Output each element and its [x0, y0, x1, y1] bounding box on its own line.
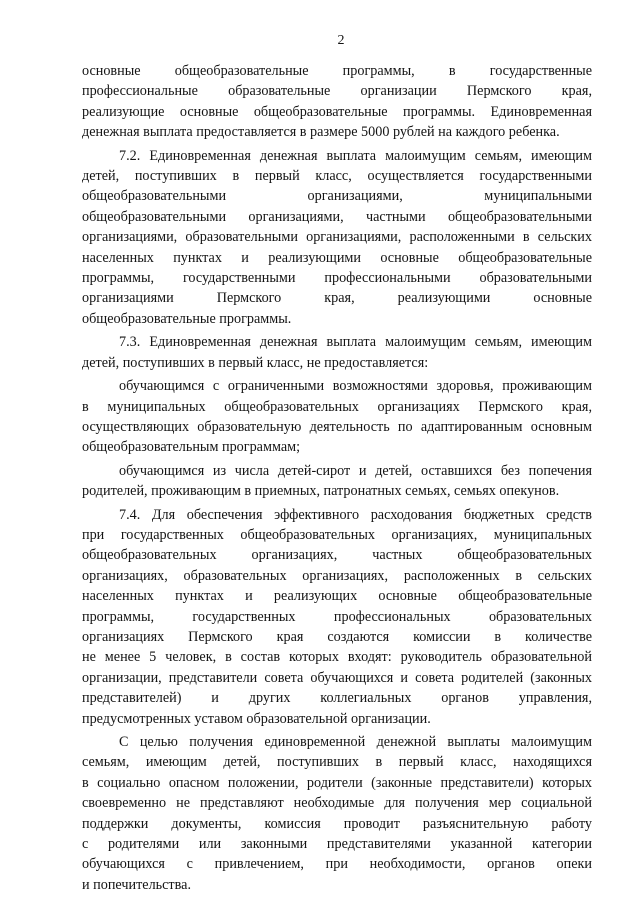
text-line: организации, представители совета обучающихся и совета родителей (законных	[82, 669, 592, 686]
text-line: 7.4. Для обеспечения эффективного расходования бюджетных средств	[119, 506, 592, 523]
text-line: детей, поступивших в первый класс, не предоставляется:	[82, 354, 429, 371]
text-line: общеобразовательным программам;	[82, 439, 301, 456]
text-line: реализующие основные общеобразовательные программы. Единовременная	[82, 103, 592, 120]
text-line: с родителями или законными представителями указанной категории	[82, 836, 592, 853]
text-line: в муниципальных общеобразовательных организациях Пермского края,	[82, 398, 592, 415]
text-line: обучающимся из числа детей-сирот и детей, оставшихся без попечения	[119, 462, 592, 479]
text-line: своевременно не представляют необходимые для получения мер социальной	[82, 795, 592, 812]
text-line: поддержки документы, комиссия проводит разъяснительную работу	[82, 815, 592, 832]
text-line: 7.3. Единовременная денежная выплата малоимущим семьям, имеющим	[119, 334, 592, 351]
text-line: при государственных общеобразовательных организациях, муниципальных	[82, 526, 592, 543]
text-line: родителей, проживающим в приемных, патронатных семьях, семьях опекунов.	[82, 483, 560, 500]
page-number: 2	[337, 33, 345, 48]
paragraph-p7-3-a	[82, 376, 592, 458]
text-line: общеобразовательными организациями, муниципальными	[82, 188, 592, 205]
text-line: не менее 5 человек, в состав которых входят: руководитель образовательной	[82, 649, 592, 666]
text-line: программы, государственных профессиональных образовательных	[82, 608, 592, 625]
text-line: населенных пунктах и реализующими основные общеобразовательные	[82, 249, 592, 266]
document-body	[82, 61, 592, 895]
text-line: организациями Пермского края, реализующими основные	[82, 290, 592, 307]
text-line: обучающихся с привлечением, при необходимости, органов опеки	[82, 856, 592, 873]
paragraph-p-goal	[82, 732, 592, 895]
paragraph-p7-2	[82, 146, 592, 330]
text-line: населенных пунктах и реализующих основные общеобразовательные	[82, 588, 592, 605]
paragraph-intro	[82, 61, 592, 143]
text-line: детей, поступивших в первый класс, осуществляется государственными	[82, 168, 592, 185]
text-line: профессиональные образовательные организации Пермского края,	[82, 83, 592, 100]
text-line: общеобразовательные программы.	[82, 310, 292, 327]
paragraph-p7-4	[82, 505, 592, 729]
text-line: общеобразовательными организациями, частными общеобразовательными	[82, 208, 592, 225]
text-line: общеобразовательных организациях, частных общеобразовательных	[82, 547, 592, 564]
text-line: в социально опасном положении, родители (законные представители) которых	[82, 774, 592, 791]
text-line: семьям, имеющим детей, поступивших в первый класс, находящихся	[82, 754, 592, 771]
paragraph-p7-3	[82, 332, 592, 373]
text-line: денежная выплата предоставляется в размере 5000 рублей на каждого ребенка.	[82, 124, 560, 141]
text-line: организациях Пермского края создаются комиссии в количестве	[82, 628, 592, 645]
text-line: обучающимся с ограниченными возможностями здоровья, проживающим	[119, 378, 592, 395]
text-line: С целью получения единовременной денежной выплаты малоимущим	[119, 734, 592, 750]
text-line: организациями, образовательными организациями, расположенными в сельских	[82, 229, 592, 246]
text-line: основные общеобразовательные программы, в государственные	[82, 63, 592, 79]
text-line: предусмотренных уставом образовательной организации.	[82, 710, 431, 727]
text-line: представителей) и других коллегиальных органов управления,	[82, 690, 592, 707]
paragraph-p7-3-b	[82, 461, 592, 502]
text-line: осуществляющих образовательную деятельность по адаптированным основным	[82, 418, 592, 435]
text-line: и попечительства.	[82, 876, 191, 893]
text-line: программы, государственными профессиональными образовательными	[82, 270, 592, 287]
text-line: организациях, образовательных организациях, расположенных в сельских	[82, 567, 592, 584]
text-line: 7.2. Единовременная денежная выплата малоимущим семьям, имеющим	[119, 147, 592, 164]
